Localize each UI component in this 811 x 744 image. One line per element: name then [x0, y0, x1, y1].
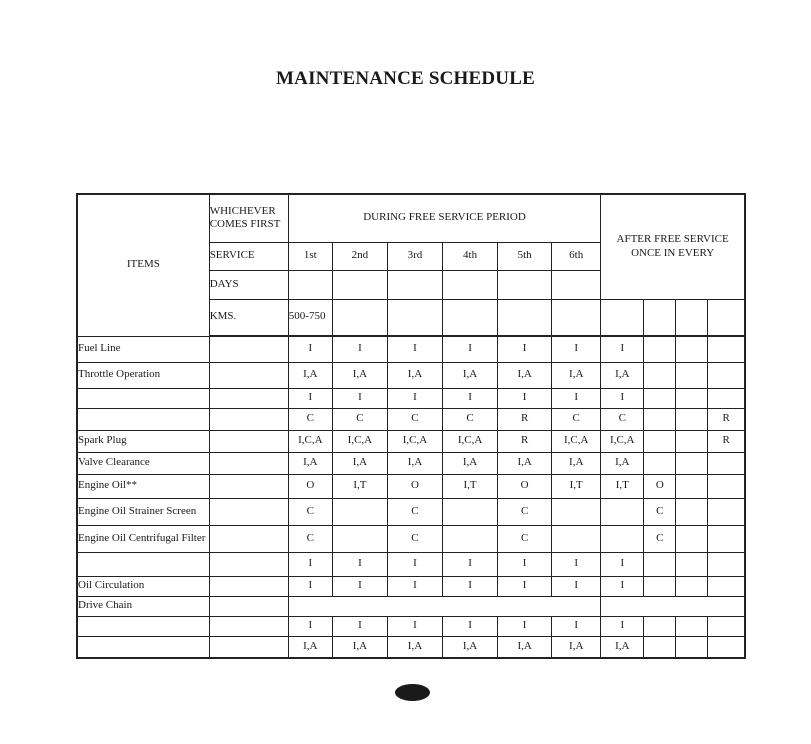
- item-name: Throttle Operation: [77, 362, 209, 388]
- free-service-value: I,C,A: [288, 430, 332, 452]
- after-service-value: [708, 525, 745, 552]
- days-cell: [443, 270, 498, 299]
- after-service-value: C: [601, 408, 644, 430]
- after-service-value: [601, 498, 644, 525]
- free-service-value: I,T: [332, 474, 387, 498]
- table-row: [77, 408, 745, 430]
- free-service-value: I: [332, 552, 387, 576]
- item-name: [77, 388, 209, 408]
- after-service-value: I,A: [601, 452, 644, 474]
- free-service-value: I: [387, 552, 442, 576]
- free-service-value: I,C,A: [443, 430, 498, 452]
- whichever-cell: [209, 388, 288, 408]
- whichever-line1: WHICHEVER: [209, 204, 276, 217]
- free-service-value: I,C,A: [552, 430, 601, 452]
- item-name: Engine Oil Centrifugal Filter: [77, 525, 209, 552]
- free-service-value: I: [498, 388, 552, 408]
- free-service-value: I,T: [443, 474, 498, 498]
- after-service-value: [676, 388, 708, 408]
- free-service-value: I: [288, 388, 332, 408]
- period-4th: 4th: [443, 242, 498, 270]
- free-service-value: I: [498, 552, 552, 576]
- free-service-value: I: [552, 552, 601, 576]
- free-service-value: I: [443, 576, 498, 596]
- during-free-service-header: DURING FREE SERVICE PERIOD: [288, 194, 600, 242]
- kms-label: KMS.: [209, 299, 288, 336]
- free-service-value: I: [288, 576, 332, 596]
- after-service-value: [676, 576, 708, 596]
- days-cell: [387, 270, 442, 299]
- kms-cell: [552, 299, 601, 336]
- after-service-value: [676, 616, 708, 636]
- free-service-value: [552, 525, 601, 552]
- free-service-value: I: [443, 552, 498, 576]
- free-service-value: I,T: [552, 474, 601, 498]
- free-service-value: I,A: [552, 636, 601, 658]
- merged-free-service-cell: [288, 596, 600, 616]
- free-service-value: I: [332, 616, 387, 636]
- free-service-value: I: [498, 616, 552, 636]
- table-row: [77, 388, 745, 408]
- after-service-value: [676, 362, 708, 388]
- kms-cell: [708, 299, 745, 336]
- after-service-value: [644, 616, 676, 636]
- free-service-value: C: [387, 498, 442, 525]
- maintenance-schedule-table: [76, 193, 746, 659]
- item-name: Spark Plug: [77, 430, 209, 452]
- whichever-cell: [209, 552, 288, 576]
- free-service-value: I: [552, 336, 601, 362]
- free-service-value: I: [443, 388, 498, 408]
- whichever-cell: [209, 362, 288, 388]
- kms-cell: [443, 299, 498, 336]
- free-service-value: C: [552, 408, 601, 430]
- free-service-value: I,A: [387, 362, 442, 388]
- free-service-value: I: [443, 616, 498, 636]
- table-row: [77, 452, 745, 474]
- after-line1: AFTER FREE SERVICE: [616, 233, 729, 245]
- period-1st: 1st: [288, 242, 332, 270]
- after-service-value: R: [708, 408, 745, 430]
- after-service-value: [708, 576, 745, 596]
- free-service-value: I,A: [498, 362, 552, 388]
- free-service-value: C: [443, 408, 498, 430]
- item-name: Drive Chain: [77, 596, 209, 616]
- whichever-cell: [209, 452, 288, 474]
- after-service-value: [708, 336, 745, 362]
- free-service-value: I: [332, 388, 387, 408]
- free-service-value: I: [552, 616, 601, 636]
- free-service-value: I: [552, 388, 601, 408]
- free-service-value: I: [288, 552, 332, 576]
- after-service-value: [708, 452, 745, 474]
- after-service-value: [644, 452, 676, 474]
- free-service-value: I,A: [332, 362, 387, 388]
- after-service-value: I: [601, 552, 644, 576]
- whichever-cell: [209, 525, 288, 552]
- free-service-value: C: [387, 525, 442, 552]
- period-5th: 5th: [498, 242, 552, 270]
- whichever-comes-first-header: [209, 194, 288, 242]
- free-service-value: I: [552, 576, 601, 596]
- after-service-value: I,A: [601, 362, 644, 388]
- whichever-line2: COMES FIRST: [209, 218, 281, 231]
- free-service-value: I,A: [288, 452, 332, 474]
- table-row: [77, 336, 745, 362]
- item-name: Fuel Line: [77, 336, 209, 362]
- free-service-value: I: [332, 576, 387, 596]
- after-service-value: I,A: [601, 636, 644, 658]
- after-free-service-header: [601, 194, 745, 299]
- after-service-value: I,C,A: [601, 430, 644, 452]
- kms-cell: [644, 299, 676, 336]
- free-service-value: I: [288, 336, 332, 362]
- after-service-value: [708, 362, 745, 388]
- free-service-value: [332, 525, 387, 552]
- free-service-value: C: [332, 408, 387, 430]
- free-service-value: I,A: [288, 636, 332, 658]
- after-service-value: [676, 336, 708, 362]
- kms-cell: [676, 299, 708, 336]
- days-cell: [552, 270, 601, 299]
- period-6th: 6th: [552, 242, 601, 270]
- free-service-value: O: [288, 474, 332, 498]
- period-2nd: 2nd: [332, 242, 387, 270]
- after-line2: ONCE IN EVERY: [631, 246, 715, 259]
- after-service-value: I: [601, 616, 644, 636]
- free-service-value: C: [498, 498, 552, 525]
- item-name: [77, 408, 209, 430]
- whichever-cell: [209, 430, 288, 452]
- after-service-value: [644, 552, 676, 576]
- table-row: [77, 576, 745, 596]
- free-service-value: I,C,A: [387, 430, 442, 452]
- free-service-value: C: [288, 525, 332, 552]
- item-name: Oil Circulation: [77, 576, 209, 596]
- free-service-value: O: [498, 474, 552, 498]
- table-row: [77, 430, 745, 452]
- whichever-cell: [209, 636, 288, 658]
- free-service-value: R: [498, 408, 552, 430]
- free-service-value: I,A: [387, 636, 442, 658]
- days-label: DAYS: [209, 270, 288, 299]
- free-service-value: I: [387, 576, 442, 596]
- item-name: [77, 552, 209, 576]
- after-service-value: [708, 498, 745, 525]
- table-row: [77, 498, 745, 525]
- whichever-cell: [209, 616, 288, 636]
- after-service-value: O: [644, 474, 676, 498]
- free-service-value: I,A: [387, 452, 442, 474]
- after-service-value: [644, 576, 676, 596]
- free-service-value: R: [498, 430, 552, 452]
- items-header: ITEMS: [77, 194, 209, 336]
- free-service-value: I,A: [443, 452, 498, 474]
- days-cell: [498, 270, 552, 299]
- free-service-value: [443, 525, 498, 552]
- table-row: [77, 525, 745, 552]
- free-service-value: I,A: [332, 452, 387, 474]
- after-service-value: [644, 388, 676, 408]
- table-row: [77, 474, 745, 498]
- after-service-value: [676, 430, 708, 452]
- item-name: Engine Oil Strainer Screen: [77, 498, 209, 525]
- after-service-value: [708, 636, 745, 658]
- free-service-value: I,A: [552, 452, 601, 474]
- whichever-cell: [209, 576, 288, 596]
- after-service-value: I: [601, 388, 644, 408]
- page-number-badge: [395, 684, 430, 701]
- after-service-value: I,T: [601, 474, 644, 498]
- after-service-value: [708, 616, 745, 636]
- free-service-value: I: [498, 336, 552, 362]
- after-service-value: [601, 525, 644, 552]
- free-service-value: I: [387, 336, 442, 362]
- free-service-value: I,A: [552, 362, 601, 388]
- after-service-value: I: [601, 576, 644, 596]
- page-title: MAINTENANCE SCHEDULE: [276, 68, 535, 89]
- free-service-value: I,A: [498, 636, 552, 658]
- after-service-value: [708, 474, 745, 498]
- free-service-value: [332, 498, 387, 525]
- free-service-value: I,A: [332, 636, 387, 658]
- free-service-value: I: [498, 576, 552, 596]
- kms-first-service: 500-750: [288, 299, 332, 336]
- after-service-value: [644, 362, 676, 388]
- free-service-value: [552, 498, 601, 525]
- item-name: [77, 636, 209, 658]
- after-service-value: [644, 636, 676, 658]
- free-service-value: I: [443, 336, 498, 362]
- after-service-value: [644, 336, 676, 362]
- free-service-value: I,A: [288, 362, 332, 388]
- after-service-value: [644, 408, 676, 430]
- after-service-value: [708, 552, 745, 576]
- free-service-value: [443, 498, 498, 525]
- free-service-value: I: [387, 388, 442, 408]
- whichever-cell: [209, 596, 288, 616]
- item-name: [77, 616, 209, 636]
- kms-cell: [332, 299, 387, 336]
- after-service-value: [676, 525, 708, 552]
- days-cell: [332, 270, 387, 299]
- free-service-value: C: [387, 408, 442, 430]
- item-name: Engine Oil**: [77, 474, 209, 498]
- free-service-value: I,A: [443, 636, 498, 658]
- merged-after-service-cell: [601, 596, 745, 616]
- table-row: [77, 596, 745, 616]
- after-service-value: C: [644, 525, 676, 552]
- kms-cell: [601, 299, 644, 336]
- days-cell: [288, 270, 332, 299]
- free-service-value: I: [288, 616, 332, 636]
- table-row: [77, 552, 745, 576]
- free-service-value: O: [387, 474, 442, 498]
- after-service-value: C: [644, 498, 676, 525]
- item-name: Valve Clearance: [77, 452, 209, 474]
- after-service-value: [676, 498, 708, 525]
- service-label: SERVICE: [209, 242, 288, 270]
- after-service-value: [644, 430, 676, 452]
- after-service-value: [676, 636, 708, 658]
- kms-cell: [387, 299, 442, 336]
- after-service-value: [708, 388, 745, 408]
- after-service-value: I: [601, 336, 644, 362]
- whichever-cell: [209, 336, 288, 362]
- after-service-value: [676, 452, 708, 474]
- table-row: [77, 362, 745, 388]
- free-service-value: C: [288, 498, 332, 525]
- whichever-cell: [209, 498, 288, 525]
- free-service-value: I,C,A: [332, 430, 387, 452]
- free-service-value: I: [332, 336, 387, 362]
- after-service-value: R: [708, 430, 745, 452]
- free-service-value: I: [387, 616, 442, 636]
- table-row: [77, 616, 745, 636]
- whichever-cell: [209, 474, 288, 498]
- period-3rd: 3rd: [387, 242, 442, 270]
- free-service-value: I,A: [443, 362, 498, 388]
- free-service-value: C: [498, 525, 552, 552]
- after-service-value: [676, 552, 708, 576]
- table-row: [77, 636, 745, 658]
- kms-cell: [498, 299, 552, 336]
- whichever-cell: [209, 408, 288, 430]
- after-service-value: [676, 408, 708, 430]
- free-service-value: I,A: [498, 452, 552, 474]
- after-service-value: [676, 474, 708, 498]
- free-service-value: C: [288, 408, 332, 430]
